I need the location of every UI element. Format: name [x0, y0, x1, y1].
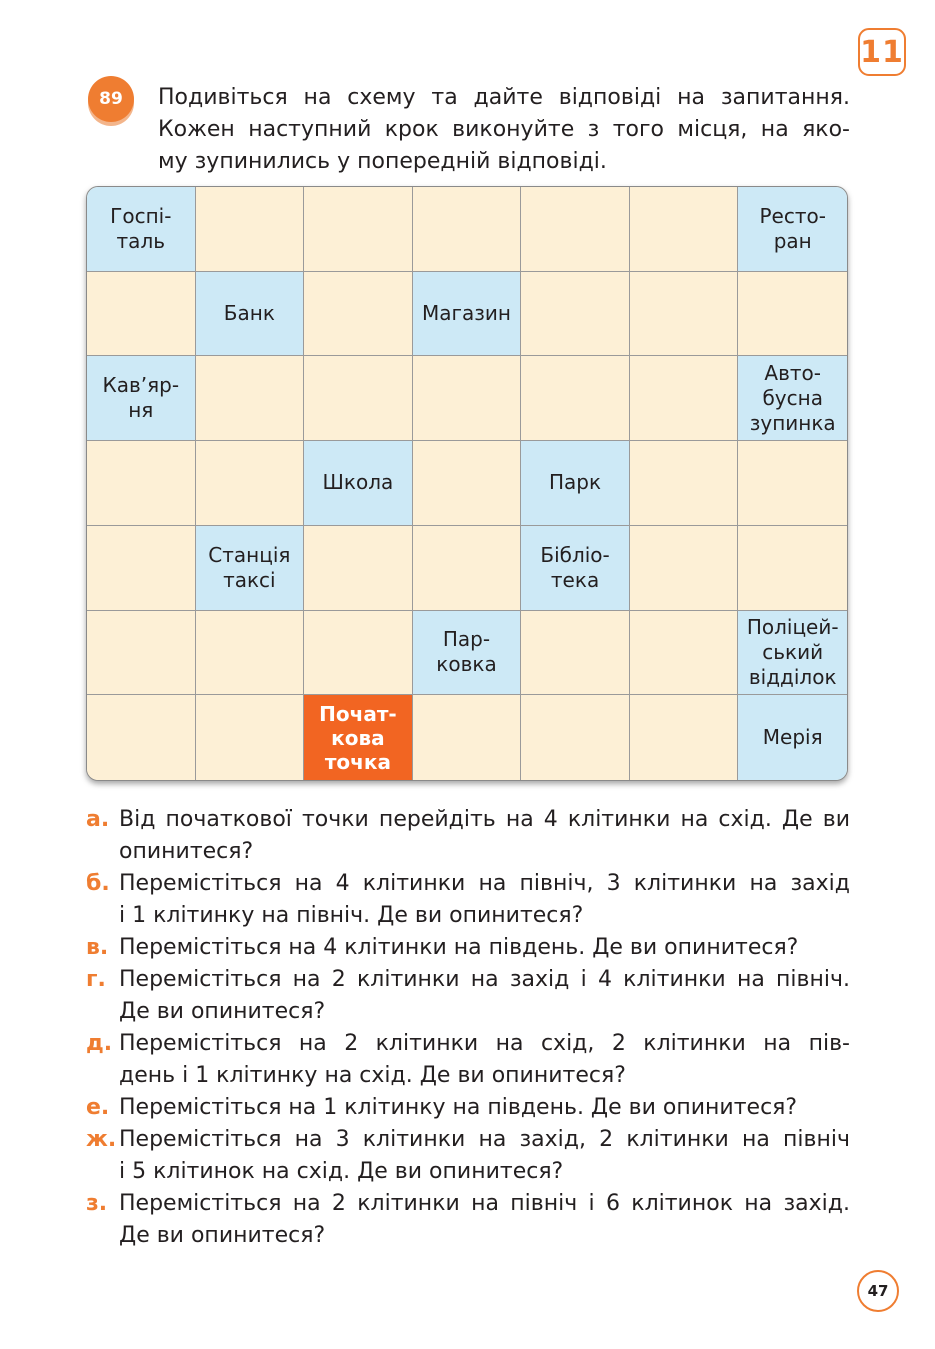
question-letter: в.: [86, 935, 109, 960]
empty-cell: [87, 526, 196, 611]
empty-cell: [87, 441, 196, 526]
place-cell: Пар- ковка: [413, 611, 522, 696]
place-cell: Кав’яр- ня: [87, 356, 196, 441]
question-list: [86, 804, 850, 1252]
empty-cell: [196, 187, 305, 272]
place-cell: Школа: [304, 441, 413, 526]
question-item: [86, 868, 850, 932]
empty-cell: [304, 187, 413, 272]
place-cell: Поліцей- ський відділок: [738, 611, 847, 696]
place-cell: Парк: [521, 441, 630, 526]
question-item: [86, 1092, 850, 1124]
question-item: [86, 964, 850, 1028]
empty-cell: [738, 272, 847, 357]
empty-cell: [630, 356, 739, 441]
empty-cell: [521, 695, 630, 780]
place-cell: Мерія: [738, 695, 847, 780]
question-text-line: і 1 клітинку на північ. Де ви опинитеся?: [119, 903, 584, 928]
empty-cell: [413, 356, 522, 441]
empty-cell: [521, 356, 630, 441]
question-letter: а.: [86, 807, 110, 832]
question-letter: е.: [86, 1095, 110, 1120]
question-letter: з.: [86, 1191, 108, 1216]
empty-cell: [304, 356, 413, 441]
empty-cell: [521, 187, 630, 272]
question-text-line: Перемістіться на 2 клітинки на захід і 4 клітинки на північ.: [119, 967, 850, 992]
empty-cell: [196, 695, 305, 780]
question-text-line: день і 1 клітинку на схід. Де ви опинитеся?: [119, 1063, 626, 1088]
empty-cell: [738, 441, 847, 526]
empty-cell: [738, 526, 847, 611]
empty-cell: [87, 695, 196, 780]
empty-cell: [413, 695, 522, 780]
question-text-line: Перемістіться на 1 клітинку на південь. Де ви опинитеся?: [119, 1095, 798, 1120]
question-text-line: Від початкової точки перейдіть на 4 клітинки на схід. Де ви: [119, 807, 850, 832]
empty-cell: [304, 272, 413, 357]
question-letter: ж.: [86, 1127, 117, 1152]
empty-cell: [87, 272, 196, 357]
place-cell: Станція таксі: [196, 526, 305, 611]
question-text-line: Перемістіться на 4 клітинки на південь. Де ви опинитеся?: [119, 935, 799, 960]
question-item: [86, 1188, 850, 1252]
place-cell: Магазин: [413, 272, 522, 357]
task-number-badge: 89: [88, 76, 134, 122]
empty-cell: [630, 272, 739, 357]
empty-cell: [196, 611, 305, 696]
place-cell: Бібліо- тека: [521, 526, 630, 611]
empty-cell: [196, 441, 305, 526]
page-number: 47: [857, 1270, 899, 1312]
empty-cell: [630, 187, 739, 272]
empty-cell: [630, 611, 739, 696]
question-text-line: Перемістіться на 2 клітинки на схід, 2 клітинки на пів-: [119, 1031, 850, 1056]
question-item: [86, 932, 850, 964]
question-text-line: Перемістіться на 3 клітинки на захід, 2 клітинки на північ: [119, 1127, 850, 1152]
start-point-cell: Почат- кова точка: [304, 695, 413, 780]
map-grid: [86, 186, 848, 781]
empty-cell: [521, 272, 630, 357]
empty-cell: [630, 526, 739, 611]
question-letter: б.: [86, 871, 110, 896]
place-cell: Авто- бусна зупинка: [738, 356, 847, 441]
question-letter: г.: [86, 967, 106, 992]
task-instructions: [158, 82, 850, 178]
question-text-line: і 5 клітинок на схід. Де ви опинитеся?: [119, 1159, 564, 1184]
question-item: [86, 804, 850, 868]
empty-cell: [304, 526, 413, 611]
empty-cell: [630, 441, 739, 526]
empty-cell: [413, 526, 522, 611]
empty-cell: [413, 187, 522, 272]
empty-cell: [630, 695, 739, 780]
question-text-line: Де ви опинитеся?: [119, 1223, 326, 1248]
question-item: [86, 1028, 850, 1092]
empty-cell: [413, 441, 522, 526]
place-cell: Госпі- таль: [87, 187, 196, 272]
question-letter: д.: [86, 1031, 113, 1056]
empty-cell: [304, 611, 413, 696]
question-text-line: Де ви опинитеся?: [119, 999, 326, 1024]
instruction-line: му зупинились у попередній відповіді.: [158, 149, 607, 174]
question-text-line: Перемістіться на 2 клітинки на північ і 6 клітинок на захід.: [119, 1191, 850, 1216]
place-cell: Ресто- ран: [738, 187, 847, 272]
empty-cell: [196, 356, 305, 441]
question-text-line: Перемістіться на 4 клітинки на північ, 3 клітинки на захід: [119, 871, 850, 896]
question-text-line: опинитеся?: [119, 839, 254, 864]
question-item: [86, 1124, 850, 1188]
empty-cell: [87, 611, 196, 696]
instruction-line: Кожен наступний крок виконуйте з того місця, на яко-: [158, 117, 850, 142]
unit-number-badge: 11: [858, 28, 906, 76]
place-cell: Банк: [196, 272, 305, 357]
empty-cell: [521, 611, 630, 696]
instruction-line: Подивіться на схему та дайте відповіді на запитання.: [158, 85, 850, 110]
